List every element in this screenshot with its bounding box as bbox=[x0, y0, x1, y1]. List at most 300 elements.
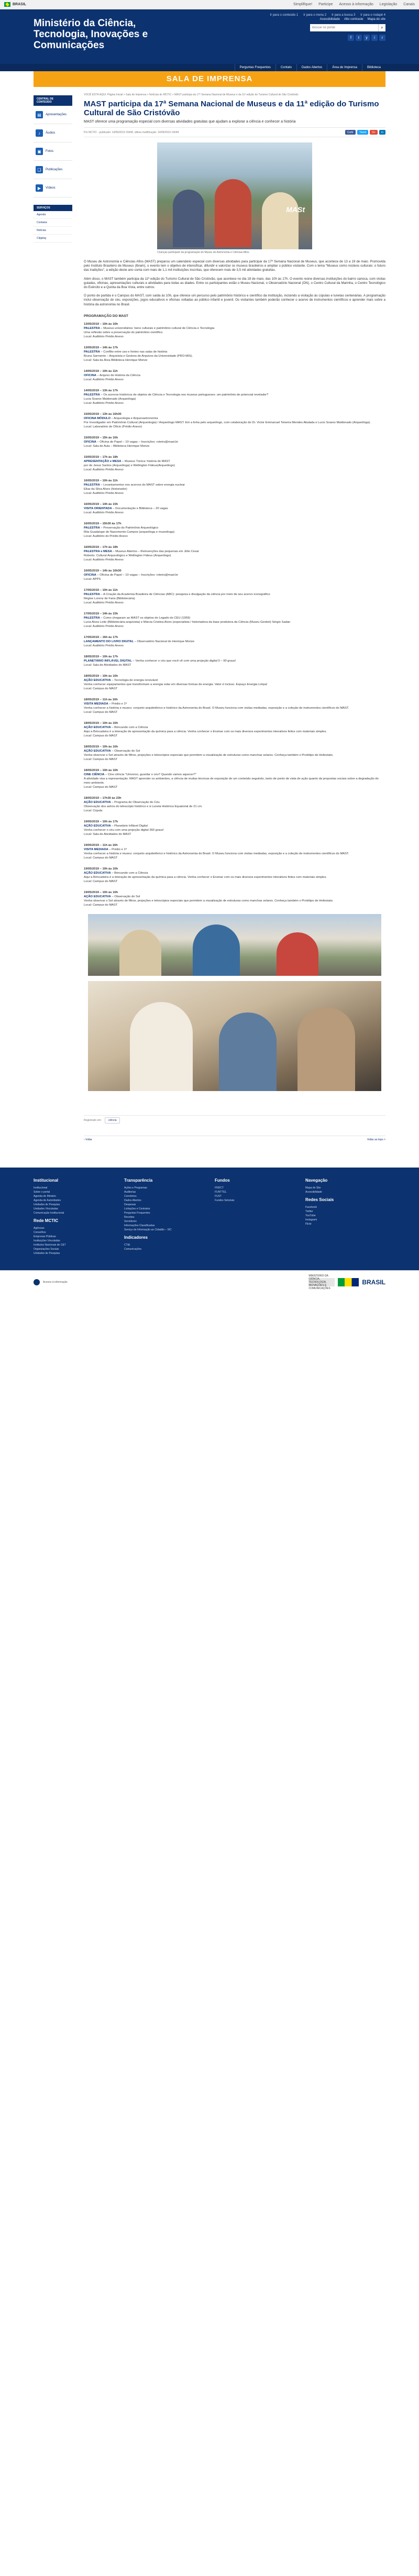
skip-link[interactable]: Ir para o menu 2 bbox=[303, 14, 327, 17]
government-bar bbox=[0, 0, 419, 9]
event-title-line bbox=[84, 659, 385, 663]
event-desc: Uma reflexão sobre a preservação do patrimônio científico. bbox=[84, 331, 163, 334]
brazil-flag-icon bbox=[4, 2, 10, 7]
footer-link[interactable]: Servidores bbox=[124, 1219, 137, 1223]
footer-heading: Institucional bbox=[34, 1177, 59, 1183]
footer-link[interactable]: Institucional bbox=[34, 1186, 48, 1190]
event-kind: APRESENTAÇÃO e MESA bbox=[84, 459, 122, 463]
event-title-line bbox=[84, 592, 385, 597]
event-desc: Elias da Silva Alves (historiador) bbox=[84, 487, 127, 491]
event-title: – Prédio e 1ª bbox=[108, 702, 127, 706]
footer-link[interactable]: Organizações Sociais bbox=[34, 1247, 59, 1251]
skip-link[interactable]: Ir para o rodapé 4 bbox=[360, 14, 385, 17]
search-icon: ⌕ bbox=[381, 25, 383, 30]
event-kind: AÇÃO EDUCATIVA bbox=[84, 749, 111, 753]
event-desc: Aqui a Brincadeira é a interação de apresentação da química para a ciência. Venha conhecer o Ensinar com os mais diversos experimentos interativos feitos com materiais simples. bbox=[84, 730, 327, 733]
schedule-event bbox=[84, 612, 385, 629]
event-kind: PLANETÁRIO INFLÁVEL DIGITAL bbox=[84, 659, 132, 663]
event-title: – Preservação do Patrimônio Arqueológico bbox=[100, 526, 159, 530]
event-kind: PALESTRA bbox=[84, 326, 100, 330]
event-desc: Por Investigador em Patrimônio Cultural (Arqueologia) / Arqueólogo MAST. Em a linha pelo arqueólogo, com colaboração do Dr. Victor Emmanuel Teixeira Mendes Abalada e Lucio Soares Maldonado (Arqueóloga). bbox=[84, 421, 371, 424]
event-desc: Régine Lorenz de Faria (Bibliotecária) bbox=[84, 597, 135, 600]
event-title-line bbox=[84, 725, 385, 730]
header-link[interactable]: Mapa do site bbox=[367, 18, 385, 21]
search-input[interactable] bbox=[310, 24, 378, 31]
footer-link[interactable]: Unidades de Pesquisa bbox=[34, 1251, 60, 1255]
event-title: – Brincando com a Ciência bbox=[111, 871, 148, 875]
social-icon[interactable]: r bbox=[379, 35, 385, 41]
event-place: Local: Auditório Prédio Anexo bbox=[84, 601, 124, 604]
share-button[interactable]: in bbox=[379, 130, 385, 135]
schedule bbox=[84, 314, 385, 907]
event-place: Local: Campus do MAST bbox=[84, 785, 118, 789]
event-title: – Prédio e 1ª bbox=[108, 847, 127, 851]
gov-link[interactable]: Legislação bbox=[379, 3, 398, 6]
breadcrumb[interactable]: VOCÊ ESTÁ AQUI: Página Inicial > Sala de Imprensa > Notícias do MCTIC > MAST participa da 17ª Semana Nacional de Museus e da 11ª edição do Turismo Cultural de São Cristóvão bbox=[84, 93, 299, 96]
service-item[interactable]: Notícias bbox=[34, 227, 72, 235]
footer-link[interactable]: Despesas bbox=[124, 1203, 136, 1206]
schedule-event bbox=[84, 545, 385, 562]
gov-link[interactable]: Canais bbox=[403, 3, 415, 6]
event-place: Local: Sala de Atividades do MAST bbox=[84, 832, 131, 836]
footer-link[interactable]: Flickr bbox=[305, 1222, 312, 1226]
event-title-line bbox=[84, 549, 385, 554]
event-kind: OFICINA MÓDULO bbox=[84, 416, 111, 420]
photo-caption: Crianças participam da programação do Museu de Astronomia e Ciências Afins bbox=[157, 251, 249, 254]
event-kind: LANÇAMENTO DO LIVRO DIGITAL bbox=[84, 640, 134, 643]
event-date: 14/05/2019 – 13h às 17h bbox=[84, 389, 118, 392]
skip-links bbox=[34, 14, 385, 17]
event-kind: AÇÃO EDUCATIVA bbox=[84, 871, 111, 875]
social-icon[interactable]: i bbox=[371, 35, 378, 41]
event-place: Local: APPS bbox=[84, 577, 101, 581]
back-to-top-link[interactable]: Voltar ao topo ˄ bbox=[367, 1138, 385, 1141]
event-desc: Venha conhecer a história e museu: conjunto arquitetônico e histórico da Astronomia do Brasil. O Museu funciona com visitas mediadas, exposição e a coleção de instrumentos científicos do MAST. bbox=[84, 852, 349, 855]
search-box bbox=[310, 24, 385, 31]
footer-link[interactable]: Agenda de Autoridades bbox=[34, 1198, 61, 1202]
event-date: 18/05/2019 – 10h às 17h bbox=[84, 655, 118, 658]
schedule-event bbox=[84, 522, 385, 538]
event-title: – Arqueologia e Arqueoastronomia bbox=[111, 416, 158, 420]
event-title-line bbox=[84, 483, 385, 487]
event-date: 16/05/2019 – 14h às 16h30 bbox=[84, 569, 122, 573]
footer-link[interactable]: Twitter bbox=[305, 1209, 313, 1213]
article-meta bbox=[84, 127, 385, 137]
footer-link[interactable]: Sobre o portal bbox=[34, 1190, 50, 1194]
event-desc: Venha observar o Sol através de filtros, projeções e telescópios especiais que permitem a visualização de estruturas como manchas solares. Conheça também o Protótipo de Heliostato. bbox=[84, 899, 334, 902]
schedule-event bbox=[84, 655, 385, 667]
share-button[interactable]: Tweet bbox=[357, 130, 368, 135]
event-place: Local: Auditório Prédio Anexo bbox=[84, 624, 124, 628]
event-place: Local: Auditório do Prédio Anexo bbox=[84, 534, 128, 538]
event-place: Local: Auditório Prédio Anexo bbox=[84, 491, 124, 495]
event-title-line bbox=[84, 526, 385, 530]
header-link[interactable]: Alto contraste bbox=[344, 18, 363, 21]
access-info-label: Acesso à informação bbox=[43, 1281, 68, 1284]
brasil-logo: BRASIL bbox=[362, 1279, 385, 1286]
event-date: 17/05/2019 – 16h às 17h bbox=[84, 635, 118, 639]
gov-links bbox=[293, 3, 415, 6]
site-footer bbox=[0, 1168, 419, 1270]
event-kind: VISITA MEDIADA bbox=[84, 702, 108, 706]
sidebar-item[interactable] bbox=[34, 106, 72, 124]
sidebar-item-label: Vídeos bbox=[46, 186, 56, 190]
footer-heading: Transparência bbox=[124, 1177, 153, 1183]
event-place: Local: Auditório Prédio Anexo bbox=[84, 511, 124, 514]
event-title-line bbox=[84, 895, 385, 899]
event-date: 18/05/2019 – 11h às 16h bbox=[84, 698, 118, 701]
footer-link[interactable]: Conselhos bbox=[34, 1230, 46, 1234]
content-menu-head: CENTRAL DE CONTEÚDO bbox=[34, 95, 72, 106]
event-place: Local: Sala de Atividades do MAST bbox=[84, 663, 131, 667]
event-place: Local: Sala de Aula – Biblioteca Henrique Morize bbox=[84, 444, 150, 448]
footer-link[interactable]: Fundos Setoriais bbox=[215, 1198, 235, 1202]
footer-link[interactable]: Instituições Vinculadas bbox=[34, 1239, 60, 1242]
subnav-item[interactable]: Biblioteca bbox=[362, 64, 385, 71]
subnav-item[interactable]: Contato bbox=[275, 64, 296, 71]
event-desc: Venha observar o Sol através de filtros, projeções e telescópios especiais que permitem a visualização de estruturas como manchas solares. Conheça também o Protótipo de Heliostato. bbox=[84, 753, 334, 757]
event-kind: PALESTRA bbox=[84, 592, 100, 596]
event-title: – Tecnologia de energia renovável bbox=[111, 678, 158, 682]
event-place: Local: Auditório Prédio Anexo bbox=[84, 468, 124, 471]
article-paragraph: O ponto de partida é o Campus do MAST, com saída às 10h, que oferece um percurso pelo patrimônio histórico e científico da instituição, incluindo a visitação às cúpulas e lunetas centenárias. A programação inclui observação do céu, exposições, jogos educativos e oficinas voltadas ao público infantil e juvenil. Os visitantes também poderão conhecer o acervo de instrumentos científicos e aprender mais sobre a história da astronomia no Brasil. bbox=[84, 294, 385, 306]
skip-link[interactable]: Ir para o conteúdo 1 bbox=[270, 14, 299, 17]
schedule-event bbox=[84, 588, 385, 605]
schedule-event bbox=[84, 820, 385, 836]
footer-link[interactable]: Serviço de Informação ao Cidadão – SIC bbox=[124, 1228, 172, 1231]
event-title-line bbox=[84, 871, 385, 875]
footer-column bbox=[305, 1175, 385, 1260]
service-item[interactable]: Agenda bbox=[34, 211, 72, 219]
footer-link[interactable]: Institutos Nacionais de C&T bbox=[34, 1243, 66, 1247]
event-desc: Venha conhecer a história e museu: conjunto arquitetônico e histórico da Astronomia do Brasil. O Museu funciona com visitas mediadas, exposição e a coleção de instrumentos científicos do MAST. bbox=[84, 706, 349, 710]
event-title: – Programa de Observação do Céu bbox=[111, 800, 160, 804]
accessibility-links bbox=[320, 18, 385, 21]
event-desc: Roberto. Cultural Arqueológico e Wellington Fideus (Arqueólogo) bbox=[84, 554, 171, 557]
event-desc: Lucia Soares Maldonado (Arqueóloga) bbox=[84, 397, 136, 401]
share-button[interactable]: Curtir bbox=[345, 130, 356, 135]
event-date: 19/05/2019 – 10h às 17h bbox=[84, 820, 118, 823]
footer-link[interactable]: Licitações e Contratos bbox=[124, 1207, 150, 1210]
social-icons bbox=[348, 35, 385, 41]
event-title: – Documentação e Biblioteca – 20 vagas bbox=[112, 507, 168, 510]
schedule-event bbox=[84, 843, 385, 860]
event-date: 18/05/2019 – 10h às 16h bbox=[84, 745, 118, 748]
event-date: 15/05/2019 – 17h às 18h bbox=[84, 455, 118, 459]
sidebar-item-icon: ♪ bbox=[36, 129, 43, 137]
share-button[interactable]: G+ bbox=[370, 130, 378, 135]
sidebar bbox=[34, 93, 72, 1141]
event-title-line bbox=[84, 640, 385, 644]
footer-heading: Navegação bbox=[305, 1177, 328, 1183]
sub-navigation bbox=[0, 64, 419, 71]
event-title-line bbox=[84, 440, 385, 444]
event-title-line bbox=[84, 824, 385, 828]
footer-bottom bbox=[0, 1270, 419, 1294]
event-title-line bbox=[84, 773, 385, 777]
event-title: – Museus Túnica: história do MAST bbox=[121, 459, 170, 463]
event-place: Local: Auditório Prédio Anexo bbox=[84, 378, 124, 381]
event-kind: AÇÃO EDUCATIVA bbox=[84, 895, 111, 898]
event-place: Local: Campus do MAST bbox=[84, 879, 118, 883]
main-content bbox=[72, 93, 385, 1141]
event-title: – Venha conhecer o céu que você vê com uma projeção digital 0 – 90 graus! bbox=[131, 659, 236, 663]
back-row bbox=[84, 1136, 385, 1141]
access-info-icon bbox=[34, 1279, 40, 1285]
event-desc: Venha conhecer o céu com uma projeção digital 360 graus! bbox=[84, 828, 164, 832]
social-icon[interactable]: t bbox=[356, 35, 362, 41]
social-icon[interactable]: y bbox=[363, 35, 370, 41]
event-date: 18/05/2019 – 10h às 16h bbox=[84, 768, 118, 772]
sidebar-item-icon: ▶ bbox=[36, 184, 43, 192]
schedule-event bbox=[84, 436, 385, 448]
gov-link[interactable]: Participe bbox=[318, 3, 333, 6]
schedule-event bbox=[84, 768, 385, 789]
service-item[interactable]: Clipping bbox=[34, 235, 72, 243]
gov-brand[interactable]: BRASIL bbox=[13, 3, 27, 6]
subnav-item[interactable]: Dados Abertos bbox=[296, 64, 327, 71]
site-title[interactable]: Ministério da Ciência, Tecnologia, Inovações e Comunicações bbox=[34, 18, 148, 51]
event-place: Local: Campus do MAST bbox=[84, 687, 118, 690]
event-place: Local: Campus do MAST bbox=[84, 757, 118, 761]
sidebar-item-label: Áudios bbox=[46, 131, 56, 135]
event-date: 15/05/2019 – 15h às 16h bbox=[84, 436, 118, 439]
footer-link[interactable]: CT&I bbox=[124, 1243, 130, 1247]
schedule-event bbox=[84, 569, 385, 581]
sidebar-item-icon: ▤ bbox=[36, 111, 43, 118]
event-desc: A atividade visa a representação: MAST aprender os ambientes, a ciência de muitas técnicas de exposição de um conteúdo seguindo, tanto de ponto de vista de ação quanto da propostas sociais sobre a degradação do meio ambiente. bbox=[84, 777, 379, 785]
footer-link[interactable]: FUST bbox=[215, 1194, 222, 1198]
services-menu-head: SERVIÇOS bbox=[34, 205, 72, 211]
event-kind: VISITA MEDIADA bbox=[84, 847, 108, 851]
access-info[interactable] bbox=[34, 1279, 68, 1285]
schedule-event bbox=[84, 479, 385, 496]
schedule-event bbox=[84, 346, 385, 362]
event-title-line bbox=[84, 350, 385, 354]
event-desc: Bruna Sarmento – Arquivista e Gestora de Arquivos da Universidade (PRO-MIS). bbox=[84, 354, 193, 358]
event-place: Local: Laboratório de Ofício (Prédio Anexo) bbox=[84, 425, 142, 428]
footer-link[interactable]: Perguntas Frequentes bbox=[124, 1211, 150, 1215]
event-title-line bbox=[84, 847, 385, 852]
article-body bbox=[84, 260, 385, 307]
footer-link[interactable]: Comunicação Institucional bbox=[34, 1211, 64, 1215]
social-icon[interactable]: f bbox=[348, 35, 354, 41]
article-lead: MAST oferece uma programação especial com diversas atividades gratuitas que ajudam a explorar a ciência e conhecer a história bbox=[84, 120, 296, 124]
event-date: 19/05/2019 – 10h às 16h bbox=[84, 867, 118, 871]
schedule-event bbox=[84, 890, 385, 907]
footer-link[interactable]: Empresas Públicas bbox=[34, 1235, 56, 1238]
schedule-event bbox=[84, 455, 385, 472]
event-title: – Observação do Sol bbox=[111, 749, 140, 753]
footer-link[interactable]: Ações e Programas bbox=[124, 1186, 147, 1190]
event-kind: OFICINA bbox=[84, 373, 96, 377]
skip-link[interactable]: Ir para a busca 3 bbox=[332, 14, 356, 17]
subnav-item[interactable]: Área de Imprensa bbox=[327, 64, 362, 71]
footer-column bbox=[215, 1175, 295, 1260]
event-place: Local: Auditório Prédio Anexo bbox=[84, 558, 124, 562]
event-title: – Oficina de Papel – 10 vagas – Inscrições: roteiro@mast.br bbox=[96, 573, 179, 577]
sidebar-item[interactable] bbox=[34, 142, 72, 161]
event-date: 16/05/2019 – 15h30 às 17h bbox=[84, 522, 122, 525]
event-kind: OFICINA bbox=[84, 573, 96, 577]
event-kind: PALESTRA bbox=[84, 393, 100, 397]
tags-row bbox=[84, 1115, 385, 1122]
schedule-event bbox=[84, 674, 385, 691]
event-title-line bbox=[84, 678, 385, 682]
event-kind: AÇÃO EDUCATIVA bbox=[84, 800, 111, 804]
event-title-line bbox=[84, 326, 385, 331]
event-place: Local: Auditório Prédio Anexo bbox=[84, 644, 124, 647]
search-button[interactable] bbox=[378, 24, 385, 31]
gov-link[interactable]: Acesso à informação bbox=[339, 3, 373, 6]
event-kind: VISITA ORIENTADA bbox=[84, 507, 112, 510]
footer-link[interactable]: Agências bbox=[34, 1226, 45, 1230]
event-date: 18/05/2019 – 17h30 às 23h bbox=[84, 796, 122, 800]
event-title: – Levantamentos nos acervos do MAST sobre energia nuclear bbox=[100, 483, 185, 487]
sidebar-item-label: Publicações bbox=[46, 168, 63, 171]
schedule-event bbox=[84, 635, 385, 648]
schedule-event bbox=[84, 796, 385, 813]
footer-link[interactable]: Comunicações bbox=[124, 1247, 142, 1251]
event-title: – Cine ciência "Universo, guardar o céu? Quando vamos aquecer?" bbox=[104, 773, 196, 776]
footer-column bbox=[34, 1175, 114, 1260]
event-title-line bbox=[84, 507, 385, 511]
event-date: 18/05/2019 – 10h às 16h bbox=[84, 721, 118, 725]
event-title: – Oficina de Papel – 10 vagas – Inscrições: roteiro@mast.br bbox=[96, 440, 179, 444]
footer-link[interactable]: Mapa do Site bbox=[305, 1186, 321, 1190]
share-buttons bbox=[345, 130, 385, 135]
event-date: 16/05/2019 – 10h às 11h bbox=[84, 479, 118, 482]
footer-link[interactable]: Unidades de Pesquisa bbox=[34, 1203, 60, 1206]
sidebar-item[interactable] bbox=[34, 179, 72, 197]
schedule-event bbox=[84, 745, 385, 762]
footer-heading: Rede MCTIC bbox=[34, 1218, 59, 1223]
footer-link[interactable]: Convênios bbox=[124, 1194, 137, 1198]
press-room-banner: SALA DE IMPRENSA bbox=[34, 71, 385, 87]
event-kind: PALESTRA e MESA bbox=[84, 549, 112, 553]
article-photo bbox=[157, 142, 312, 249]
back-link[interactable]: ‹ Voltar bbox=[84, 1138, 92, 1141]
event-photo-1 bbox=[88, 914, 381, 976]
event-title-line bbox=[84, 573, 385, 577]
event-title-line bbox=[84, 393, 385, 397]
event-title: – A Criação da Academia Brasileira de Ciências (ABC): pesquisa e divulgação da ciência por meio de seu acervo iconográfico bbox=[100, 592, 270, 596]
event-date: 16/05/2019 – 14h às 15h bbox=[84, 502, 118, 506]
event-date: 15/05/2019 – 13h às 16h30 bbox=[84, 412, 122, 416]
event-title: – Brincando com a Ciência bbox=[111, 725, 148, 729]
schedule-head: PROGRAMAÇÃO DO MAST bbox=[84, 314, 128, 318]
event-desc: Aqui a Brincadeira é a interação de apresentação da química para a ciência. Venha conhecer o Ensinar com os mais diversos experimentos interativos feitos com materiais simples. bbox=[84, 875, 327, 879]
event-title-line bbox=[84, 702, 385, 706]
footer-link[interactable]: YouTube bbox=[305, 1214, 316, 1217]
footer-heading: Indicadores bbox=[124, 1235, 148, 1240]
event-kind: CINE CIÊNCIA bbox=[84, 773, 105, 776]
footer-link[interactable]: Instagram bbox=[305, 1218, 317, 1221]
sidebar-item-label: Fotos bbox=[46, 150, 54, 153]
service-item[interactable]: Contatos bbox=[34, 219, 72, 227]
event-kind: OFICINA bbox=[84, 440, 96, 444]
footer-link[interactable]: Informações Classificadas bbox=[124, 1224, 155, 1227]
schedule-event bbox=[84, 721, 385, 738]
schedule-event bbox=[84, 412, 385, 429]
event-desc: Observação dos astros do telescópio histórico e à Luneta Histórica Equatorial de 21 cm. bbox=[84, 805, 203, 808]
sidebar-item[interactable] bbox=[34, 161, 72, 179]
site-header bbox=[0, 9, 419, 71]
gov-logos bbox=[308, 1274, 385, 1291]
event-kind: PALESTRA bbox=[84, 526, 100, 530]
event-kind: PALESTRA bbox=[84, 616, 100, 620]
event-title-line bbox=[84, 459, 385, 464]
event-date: 17/05/2019 – 14h às 15h bbox=[84, 612, 118, 615]
event-kind: AÇÃO EDUCATIVA bbox=[84, 678, 111, 682]
tags-label: Registrado em: bbox=[84, 1118, 102, 1122]
event-title: – Museus universitários: bens culturais e patrimônio cultural de Ciência e Tecnologia bbox=[100, 326, 215, 330]
article-paragraph: O Museu de Astronomia e Ciências Afins (MAST) preparou um calendário especial com diversas atividades para participar da 17ª Semana Nacional de Museus, que acontece de 13 a 19 de maio. Promovida pelo Instituto Brasileiro de Museus (Ibram), o evento tem o objetivo de intensificar, difundir e valorizar os museus brasileiros e ampliar o público visitante. Com o tema "Museus como núcleos culturais: o futuro das tradições", a edição deste ano conta com mais de 1,1 mil instituições inscritas, que oferecem mais de 3,5 mil atividades gratuitas. bbox=[84, 260, 385, 272]
event-place: Local: Auditório Prédio Anexo bbox=[84, 401, 124, 405]
event-title: – Observação do Sol bbox=[111, 895, 140, 898]
footer-link[interactable]: Dados Abertos bbox=[124, 1198, 141, 1202]
schedule-event bbox=[84, 867, 385, 884]
header-link[interactable]: Acessibilidade bbox=[319, 18, 340, 21]
event-desc: Lucia Alves Leite (Bibliotecária-arquivista) e Márcia Cristina Alves (especialista / historiadora da base produtora da Ciência (Museu Geobel) Sérgio Sadan bbox=[84, 620, 291, 624]
footer-heading: Fundos bbox=[215, 1177, 230, 1183]
footer-link[interactable]: Unidades Vinculadas bbox=[34, 1207, 58, 1210]
footer-link[interactable]: Agenda do Ministro bbox=[34, 1194, 57, 1198]
schedule-event bbox=[84, 322, 385, 339]
ministry-logo: MINISTÉRIO DA CIÊNCIA, TECNOLOGIA, INOVAÇÕES E COMUNICAÇÕES bbox=[308, 1278, 335, 1286]
event-place: Local: Cúpula bbox=[84, 809, 103, 812]
event-place: Local: Sala da Área Biblioteca Henrique Morize bbox=[84, 358, 148, 362]
event-title: – Conflito entre uso e fontes nas salas de história bbox=[100, 350, 168, 354]
footer-link[interactable]: Facebook bbox=[305, 1205, 317, 1209]
event-date: 18/05/2019 – 10h às 16h bbox=[84, 674, 118, 678]
tag-item[interactable]: ciência bbox=[105, 1117, 120, 1124]
sidebar-item[interactable] bbox=[34, 124, 72, 142]
footer-link[interactable]: Auditorias bbox=[124, 1190, 136, 1194]
footer-link[interactable]: FUNTTEL bbox=[215, 1190, 227, 1194]
brazil-stripe-icon bbox=[338, 1278, 359, 1286]
schedule-event bbox=[84, 389, 385, 405]
schedule-event bbox=[84, 698, 385, 714]
event-title-line bbox=[84, 373, 385, 378]
event-desc: por de Jesus Santos (Arqueóloga) e Wellington Fideus(Arqueólogo) bbox=[84, 464, 175, 467]
footer-link[interactable]: Acessibilidade bbox=[305, 1190, 322, 1194]
event-title-line bbox=[84, 749, 385, 753]
footer-link[interactable]: FNDCT bbox=[215, 1186, 224, 1190]
schedule-event bbox=[84, 369, 385, 382]
sidebar-item-icon: ❏ bbox=[36, 166, 43, 173]
event-date: 14/05/2019 – 10h às 11h bbox=[84, 369, 118, 373]
sidebar-item-icon: ▣ bbox=[36, 148, 43, 155]
event-desc: Rita Guadalupe de Nascimento Campos (arqueóloga e museóloga) bbox=[84, 530, 175, 534]
event-title-line bbox=[84, 416, 385, 421]
photo-logo: MASt bbox=[286, 205, 305, 214]
event-place: Local: Campus do MAST bbox=[84, 903, 118, 907]
event-place: Local: Auditório Prédio Anexo bbox=[84, 335, 124, 338]
event-title-line bbox=[84, 800, 385, 805]
event-date: 13/05/2019 – 14h às 17h bbox=[84, 346, 118, 349]
schedule-event bbox=[84, 502, 385, 515]
event-kind: PALESTRA bbox=[84, 350, 100, 354]
gov-link[interactable]: Simplifique! bbox=[293, 3, 313, 6]
event-kind: AÇÃO EDUCATIVA bbox=[84, 824, 111, 828]
article-title: MAST participa da 17ª Semana Nacional de Museus e da 11ª edição do Turismo Cultural de São Cristóvão bbox=[84, 100, 379, 117]
footer-link[interactable]: Receitas bbox=[124, 1215, 135, 1219]
subnav-item[interactable]: Perguntas Frequentes bbox=[235, 64, 275, 71]
event-date: 19/05/2019 – 10h às 16h bbox=[84, 890, 118, 894]
event-title: – Como chegaram ao MAST os objetos do Legado do CEU (1959) bbox=[100, 616, 191, 620]
event-photo-2 bbox=[88, 981, 381, 1091]
